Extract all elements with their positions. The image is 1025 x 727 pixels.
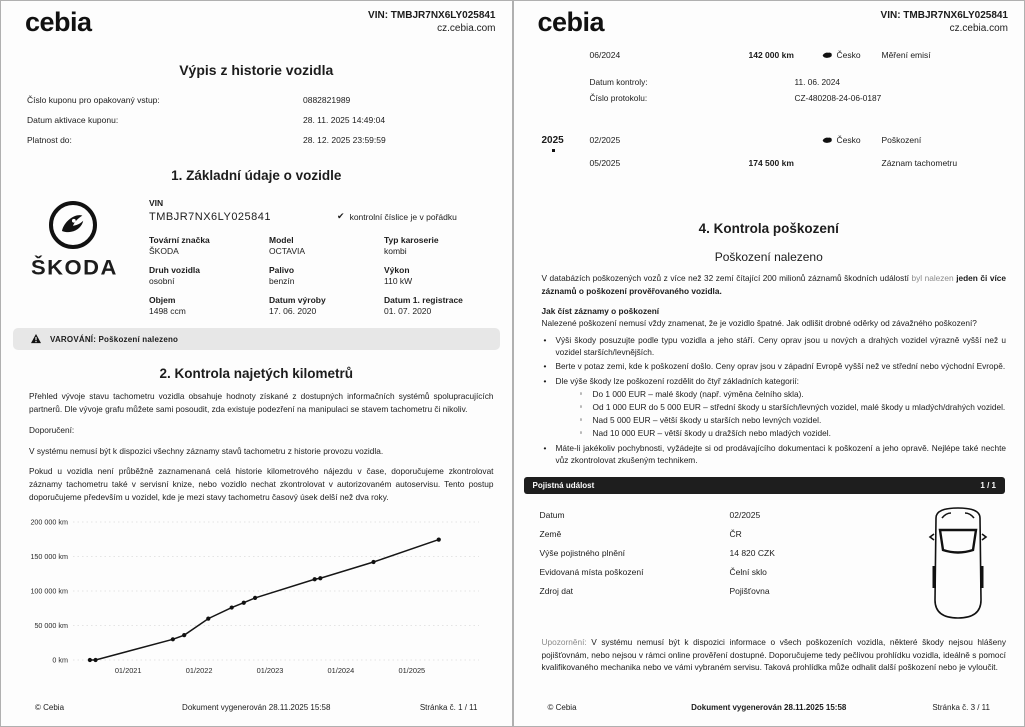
insurance-label: Evidovaná místa poškození	[539, 567, 644, 578]
notice-text: V systému nemusí být k dispozici informace o všech poškozeních vozidla, některé škody nejsou hlášeny pojišťovnám, nebo nejsou v rámci online prověření dostupné. Doporučujeme tedy pečlivou prohlídku vozidla, ideálně s pomocí kvalifikovaného mechanika nebo ve vámi vybraném servisu. Taková prohlídka může odhalit další poškození nebo je vyloučit.	[541, 636, 1006, 673]
coupon-label: Číslo kuponu pro opakovaný vstup:	[27, 95, 160, 105]
odometer-intro-paragraph: Přehled vývoje stavu tachometru vozidla obsahuje hodnoty získané z dostupných informačních systémů spolupracujících partnerů. Dle vývoje grafu můžete sami posoudit, zda existuje podezření na manipulaci se stavem tachometru či nikoliv.	[29, 391, 494, 414]
insurance-event-count: 1 / 1	[980, 480, 996, 490]
odometer-advice-paragraph: Pokud u vozidla není průběžně zaznamenaná celá historie kilometrového nájezdu v čase, doporučujeme zkontrolovat záznamy tachometru také v servisní knize, nebo vozidlo nechat zkontrolovat v autorizovaném autoservisu. Tento postup doporučujeme především u vozidel, kde je mezi stavy tachometru časový úsek delší než dva roky.	[29, 466, 494, 503]
record-type: Záznam tachometru	[881, 158, 958, 168]
damage-categories-list	[580, 388, 1007, 439]
insurance-value: ČR	[729, 529, 742, 540]
header-vin: VIN: TMBJR7NX6LY025841	[368, 10, 496, 21]
insurance-row	[540, 544, 911, 563]
svg-text:01/2021: 01/2021	[114, 666, 142, 676]
record-country-label: Česko	[836, 50, 861, 60]
record-km: 142 000 km	[748, 50, 794, 60]
coupon-info	[1, 90, 512, 150]
record-country	[822, 135, 861, 145]
insurance-value: Čelní sklo	[729, 567, 767, 578]
svg-text:100 000 km: 100 000 km	[30, 586, 68, 596]
section1-title: 1. Základní údaje o vozidle	[171, 168, 342, 183]
insurance-value: 14 820 CZK	[729, 548, 775, 559]
detail-label: Datum kontroly:	[589, 77, 648, 87]
field-label: Datum výroby	[269, 295, 326, 305]
record-detail-row	[514, 77, 1025, 93]
how-to-read-heading: Jak číst záznamy o poškození	[541, 305, 660, 316]
skoda-logo-icon	[49, 201, 97, 249]
damage-found-highlight: byl nalezen	[911, 273, 954, 283]
section4-title: 4. Kontrola poškození	[698, 221, 839, 236]
page2-footer	[514, 696, 1025, 726]
bullet-item	[542, 375, 1007, 440]
field	[384, 265, 502, 286]
insurance-label: Výše pojistného plnění	[539, 548, 626, 559]
svg-text:150 000 km: 150 000 km	[30, 552, 68, 562]
field-label: Objem	[149, 295, 176, 305]
vin-check-text: kontrolní číslice je v pořádku	[349, 211, 457, 222]
page-2	[513, 0, 1025, 727]
record-type: Poškození	[881, 135, 922, 145]
field	[149, 235, 269, 256]
record-country-label: Česko	[836, 135, 861, 145]
svg-text:01/2024: 01/2024	[327, 666, 355, 676]
czechia-map-icon	[822, 137, 833, 144]
svg-text:50 000 km: 50 000 km	[34, 621, 68, 631]
field-value: 17. 06. 2020	[269, 306, 317, 316]
field-value: 110 kW	[384, 276, 413, 286]
record-type: Měření emisí	[881, 50, 931, 60]
header-site: cz.cebia.com	[437, 23, 496, 34]
record-row	[514, 50, 1025, 67]
header-site: cz.cebia.com	[949, 23, 1008, 34]
field	[384, 295, 502, 316]
recommendation-label: Doporučení:	[29, 424, 75, 435]
insurance-detail	[524, 502, 1006, 622]
record-month: 05/2025	[589, 158, 621, 168]
field-label: Výkon	[384, 265, 410, 275]
field	[384, 235, 502, 256]
how-to-read-intro: Nalezené poškození nemusí vždy znamenat, že je vozidlo špatné. Jak odlišit drobné oděrky od závažného poškození?	[541, 317, 977, 328]
damage-found-pre: V databázích poškozených vozů z více než 32 zemí čítající 200 milionů záznamů škodních událostí	[541, 273, 912, 283]
damage-found-post: jeden či více záznamů o poškození prověřovaného vozidla.	[541, 273, 1006, 296]
field	[149, 295, 269, 316]
field	[269, 265, 384, 286]
coupon-value: 28. 11. 2025 14:49:04	[303, 115, 386, 125]
record-month: 06/2024	[589, 50, 621, 60]
field-label: Palivo	[269, 265, 295, 275]
insurance-event-bar	[524, 477, 1006, 494]
insurance-row	[540, 525, 911, 544]
warning-text: VAROVÁNÍ: Poškození nalezeno	[50, 334, 179, 344]
vehicle-fields-grid	[149, 235, 502, 316]
page1-footer	[1, 696, 512, 726]
timeline-year: 2025	[541, 135, 564, 146]
czechia-map-icon	[822, 52, 833, 59]
sub-bullet-item: ◦ Od 1 000 EUR do 5 000 EUR – střední škody u starších/levných vozidel, malé škody u mladých/drahých vozidel.	[580, 401, 1007, 414]
vin-value: TMBJR7NX6LY025841	[149, 211, 272, 223]
bullet-item: • Výši škody posuzujte podle typu vozidla a jeho stáří. Ceny oprav jsou u nových a drahých vozidel výrazně vyšší než u vozidel starších/levnějších.	[542, 334, 1007, 359]
notice-paragraph	[542, 636, 1007, 675]
record-row	[514, 158, 1025, 175]
field	[149, 265, 269, 286]
checkmark-icon: ✔	[337, 211, 345, 221]
insurance-row	[540, 563, 911, 582]
brand-block	[31, 193, 149, 316]
odometer-chart	[13, 508, 506, 693]
header-vin: VIN: TMBJR7NX6LY025841	[880, 10, 1008, 21]
insurance-label: Zdroj dat	[539, 586, 574, 597]
bullet-text: Dle výše škody lze poškození rozdělit do čtyř základních kategorií:	[555, 375, 799, 386]
footer-page-number: Stránka č. 3 / 11	[932, 702, 990, 712]
svg-text:01/2023: 01/2023	[256, 666, 284, 676]
section2-title: 2. Kontrola najetých kilometrů	[159, 366, 354, 381]
footer-generated: Dokument vygenerován 28.11.2025 15:58	[691, 702, 847, 712]
svg-text:01/2025: 01/2025	[398, 666, 426, 676]
field-value: osobní	[149, 276, 175, 286]
footer-generated: Dokument vygenerován 28.11.2025 15:58	[182, 702, 331, 712]
record-km: 174 500 km	[748, 158, 794, 168]
odometer-line-chart	[13, 508, 495, 688]
svg-text:01/2022: 01/2022	[185, 666, 213, 676]
car-top-view-icon	[922, 504, 994, 622]
field-label: Model	[269, 235, 294, 245]
svg-text:0 km: 0 km	[52, 655, 68, 665]
bullet-item: • Berte v potaz zemi, kde k poškození došlo. Ceny oprav jsou v západní Evropě vyšší než ve střední nebo východní Evropě.	[542, 360, 1007, 372]
bullet-item: • Máte-li jakékoliv pochybnosti, vyžádejte si od prodávajícího dokumentaci k poškození a jeho opravě. Nejlépe také nechte vůz zkontrolovat zkušeným technikem.	[542, 442, 1007, 467]
coupon-value: 0882821989	[303, 95, 351, 105]
damage-found-subtitle: Poškození nalezeno	[714, 250, 823, 264]
record-detail-row	[514, 93, 1025, 109]
insurance-label: Datum	[539, 510, 565, 521]
timeline-year-dot	[552, 149, 555, 152]
insurance-row	[540, 506, 911, 525]
detail-value: 11. 06. 2024	[794, 77, 841, 87]
page1-header	[1, 1, 512, 36]
field-label: Typ karoserie	[384, 235, 439, 245]
vehicle-basic-data	[31, 193, 502, 316]
field-value: kombi	[384, 246, 407, 256]
field-label: Datum 1. registrace	[384, 295, 463, 305]
vin-check-status	[337, 211, 457, 222]
detail-label: Číslo protokolu:	[589, 93, 648, 103]
coupon-label: Platnost do:	[27, 135, 72, 145]
coupon-label: Datum aktivace kuponu:	[27, 115, 119, 125]
record-month: 02/2025	[589, 135, 621, 145]
history-records	[514, 50, 1025, 175]
field	[269, 235, 384, 256]
field-value: benzín	[269, 276, 295, 286]
coupon-value: 28. 12. 2025 23:59:59	[303, 135, 386, 145]
insurance-event-title: Pojistná událost	[532, 480, 595, 490]
page2-header	[514, 1, 1025, 36]
insurance-value: 02/2025	[729, 510, 761, 521]
damage-bullet-list	[542, 332, 1007, 467]
coupon-row	[1, 110, 512, 130]
field-value: ŠKODA	[149, 246, 179, 256]
footer-copyright: © Cebia	[547, 702, 577, 712]
cebia-logo: cebia	[25, 7, 92, 37]
vin-label: VIN	[149, 198, 164, 208]
field-value: 01. 07. 2020	[384, 306, 432, 316]
field-label: Tovární značka	[149, 235, 210, 245]
odometer-note-paragraph: V systému nemusí být k dispozici všechny záznamy stavů tachometru z historie provozu vozidla.	[29, 445, 384, 456]
skoda-winged-arrow-icon	[56, 208, 90, 242]
insurance-value: Pojišťovna	[729, 586, 770, 597]
sub-bullet-item: ◦ Nad 10 000 EUR – větší škody u dražších nebo mladých vozidel.	[580, 427, 1007, 440]
damage-found-paragraph	[542, 272, 1007, 298]
svg-text:200 000 km: 200 000 km	[30, 517, 68, 527]
car-damage-diagram	[910, 502, 1005, 622]
warning-banner	[13, 328, 500, 350]
record-row	[514, 135, 1025, 152]
insurance-label: Země	[539, 529, 562, 540]
page-title: Výpis z historie vozidla	[179, 62, 334, 78]
detail-value: CZ-480208-24-06-0187	[794, 93, 882, 103]
insurance-table	[524, 502, 911, 622]
sub-bullet-item: ◦ Nad 5 000 EUR – větší škody u starších nebo levných vozidel.	[580, 414, 1007, 427]
cebia-logo: cebia	[537, 7, 605, 37]
skoda-wordmark: ŠKODA	[31, 255, 118, 280]
field	[269, 295, 384, 316]
field-value: OCTAVIA	[269, 246, 306, 256]
field-label: Druh vozidla	[149, 265, 201, 275]
footer-copyright: © Cebia	[35, 702, 65, 712]
coupon-row	[1, 90, 512, 110]
field-value: 1498 ccm	[149, 306, 186, 316]
notice-label: Upozornění:	[541, 636, 587, 647]
record-country	[822, 50, 861, 60]
warning-triangle-icon	[31, 334, 41, 344]
sub-bullet-item: ◦ Do 1 000 EUR – malé škody (např. výměna čelního skla).	[580, 388, 1007, 401]
insurance-row	[540, 582, 911, 601]
coupon-row	[1, 130, 512, 150]
footer-page-number: Stránka č. 1 / 11	[419, 702, 478, 712]
